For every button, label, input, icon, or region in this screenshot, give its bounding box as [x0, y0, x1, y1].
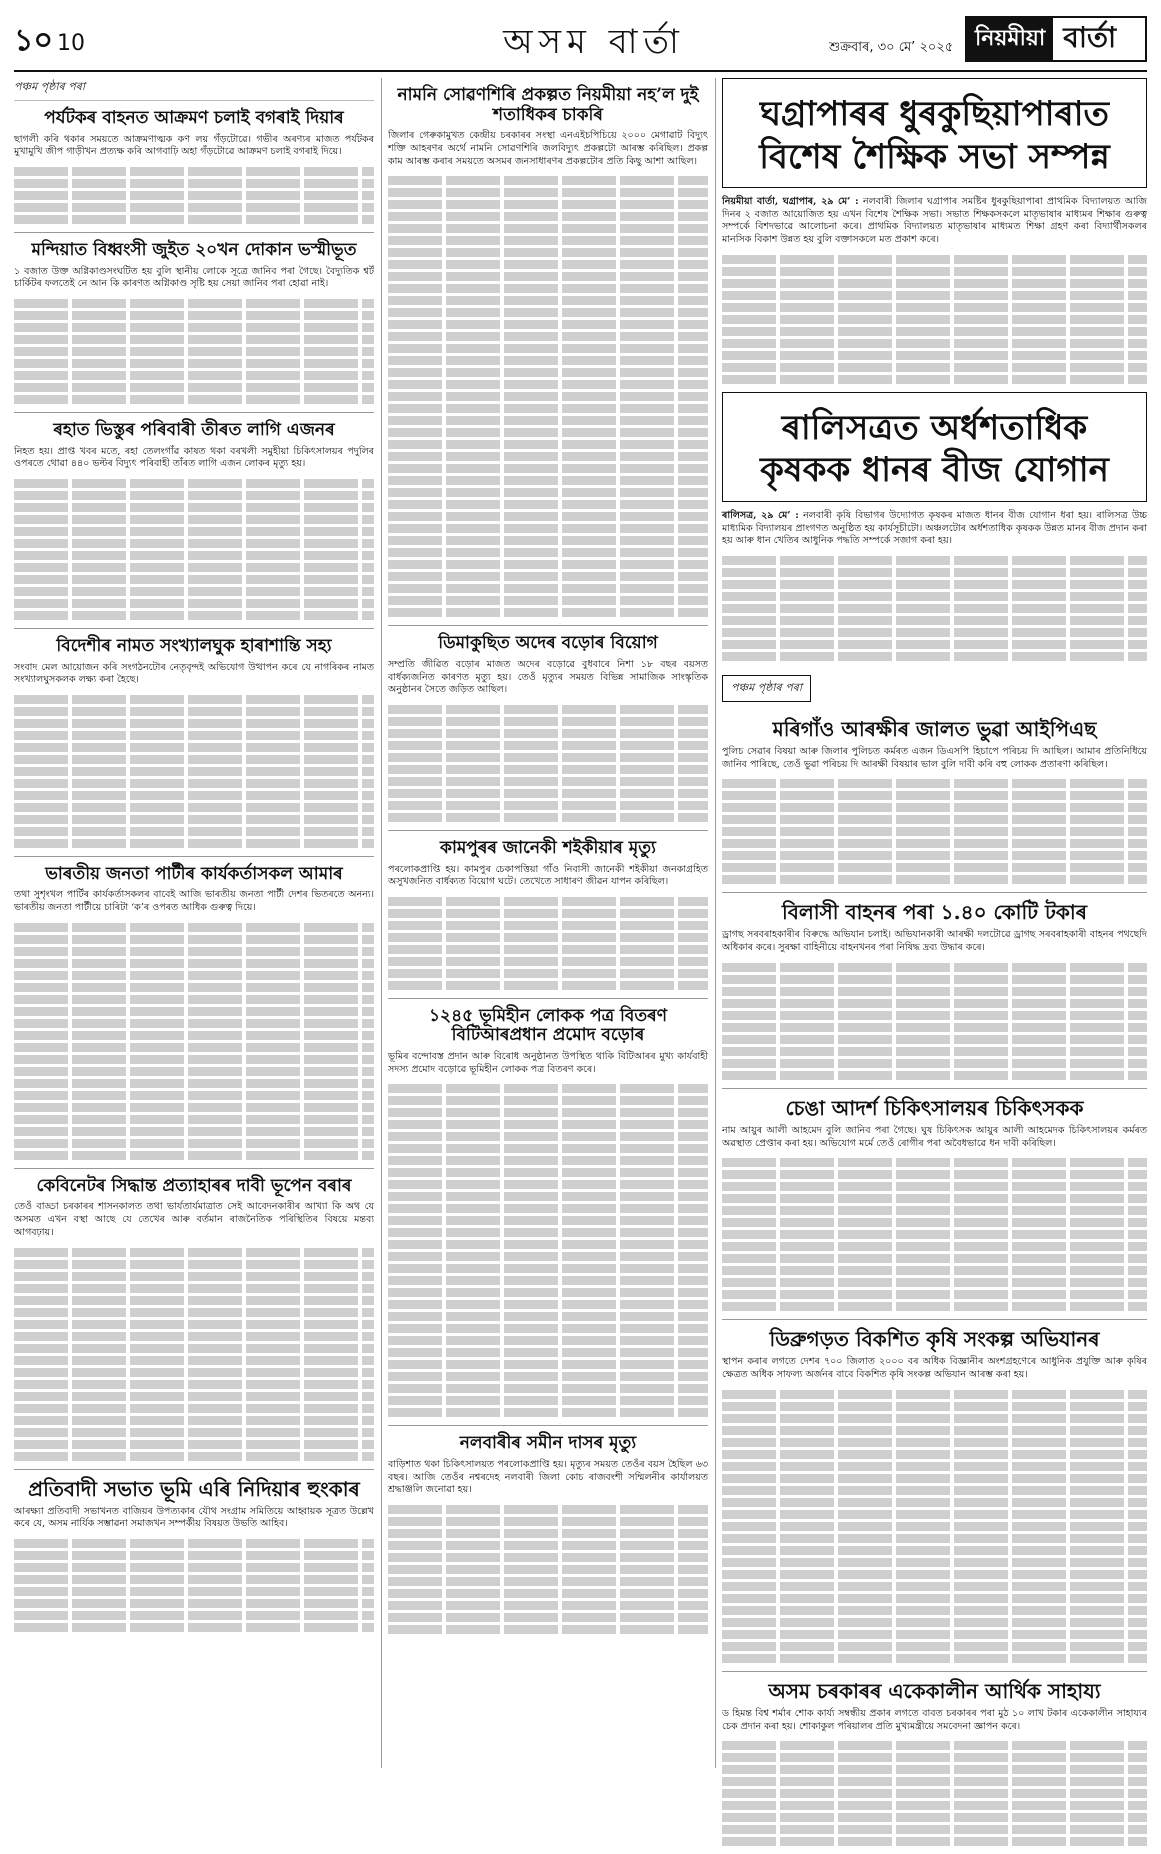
page-number-latin: 10 — [56, 31, 85, 56]
article-title: কামপুৰৰ জানেকী শইকীয়াৰ মৃত্যু — [440, 837, 656, 858]
article-title: ডিব্ৰুগড়ত বিকশিত কৃষি সংকল্প অভিযানৰ — [769, 1327, 1100, 1352]
article-title: ৰহাত ভিস্তুৰ পৰিবাৰী তীৰত লাগি এজনৰ — [53, 419, 335, 440]
column-divider — [715, 78, 716, 1768]
text-lines — [388, 705, 708, 822]
divider — [388, 1425, 708, 1426]
article-title: নামনি সোৱণশিৰি প্ৰকল্পত নিয়মীয়া নহ’ল দুই শতাধিকৰ চাকৰি — [397, 85, 699, 125]
divider — [722, 1088, 1147, 1089]
divider — [14, 856, 374, 857]
text-lines — [14, 923, 374, 1160]
divider — [388, 830, 708, 831]
divider — [388, 625, 708, 626]
second-story — [722, 392, 1147, 502]
text-lines — [722, 1390, 1147, 1663]
column-middle — [388, 78, 708, 1642]
text-lines — [388, 1505, 708, 1634]
lead-body — [722, 196, 1147, 247]
column-left — [14, 78, 374, 1640]
text-lines — [388, 897, 708, 990]
divider — [14, 628, 374, 629]
article-body: সম্প্ৰতি জীৱিত বড়োৰ মাজত অদেৰ বড়োৱে বুধবাৰে নিশা ১৮ বছৰ বয়সত বাৰ্ধক্যজনিত কাৰণত মৃত্যু হয়। তেওঁ মৃত্যুৰ সময়ত বিভিন্ন সামাজিক সাংস্কৃতিক অনুষ্ঠানৰ সৈতে জড়িত আছিল। — [388, 658, 708, 696]
article-body: ছাগলী কৰি থকাৰ সময়তে আক্ৰমণাত্মক কণ লয় গঁড়টোৱে। গভীৰ অৰণ্যৰ মাজত পৰ্যটকৰ মুখামুখি জীপ গাড়ীখন প্ৰত্যক্ষ কৰি আগবাঢ়ি অহা গঁড়টোৱে আক্ৰমণ চলাই বগৰাই দিয়ে। — [14, 133, 374, 158]
divider — [388, 998, 708, 999]
text-lines — [722, 779, 1147, 884]
article-title: ভাৰতীয় জনতা পাৰ্টীৰ কাৰ্যকৰ্তাসকল আমাৰ — [45, 863, 343, 884]
text-lines — [14, 1539, 374, 1632]
article-title: মৰিগাঁও আৰক্ষীৰ জালত ভুৱা আইপিএছ — [772, 717, 1097, 742]
text-lines — [14, 695, 374, 848]
logo-part2: বাৰ্তা — [1063, 20, 1117, 54]
article-title: অসম চৰকাৰৰ একেকালীন আৰ্থিক সাহায্য — [768, 1678, 1101, 1703]
text-lines — [722, 255, 1147, 384]
article-body: জিলাৰ গেৰুকামুখত কেন্দ্ৰীয় চৰকাৰৰ সংস্থা এনএইচপিচিয়ে ২০০০ মেগাৱাট বিদ্যুৎ শক্তি আহৰণৰ অৰ্থে নামনি সোৱণশিৰি জলবিদ্যুৎ প্ৰকল্পটো আৰম্ভ কৰিছিল। প্ৰকল্প কাম আৰম্ভ কৰাৰ সময়তে অসমৰ জনসাধাৰণৰ প্ৰকল্পটোৰ প্ৰতি কিছু আশা আছিল। — [388, 130, 708, 167]
text-lines — [14, 299, 374, 404]
article-title: কেবিনেটৰ সিদ্ধান্ত প্ৰত্যাহাৰৰ দাবী ভূপেন বৰাৰ — [36, 1175, 352, 1196]
article-body: আৰক্ষ্যা প্ৰতিবাদী সভাখনত বাজিয়ৰ উপত্যকাৰ যৌথ সংগ্ৰাম সমিতিয়ে আহ্বায়ক সূত্ৰত উল্লেখ কৰে যে, অসম নাৰ্যিক সম্ভাৱনা সমাজখন সম্পৰ্কীয় বিষয়ত উভতি আহিব। — [14, 1505, 374, 1530]
text-lines — [388, 1084, 708, 1417]
text-lines — [722, 963, 1147, 1080]
divider — [722, 1671, 1147, 1672]
article-body: ড্ৰাগছ সৰবৰাহকাৰীৰ বিৰুদ্ধে অভিযান চলাই। অভিযানকাৰী আৰক্ষী দলটোৱে ড্ৰাগছ সৰবৰাহকাৰী বাহনৰ পথছেদি অধিকাৰ কৰে। সুৰক্ষা বাহিনীয়ে বাহনখনৰ পৰা নিষিদ্ধ দ্ৰব্য উদ্ধাৰ কৰে। — [722, 929, 1147, 954]
article-body: তথা সুশৃংখল পাৰ্টিৰ কাৰ্যকৰ্তাসকলৰ বাবেই আজি ভাৰতীয় জনতা পাৰ্টী দেশৰ ভিতৰতে অনন্য। ভাৰতীয় জনতা পাৰ্টীয়ে চাৰিটা ‘ক’ৰ ওপৰত আধিক গুৰুত্ব দিয়ে। — [14, 889, 374, 914]
article-title: বিলাসী বাহনৰ পৰা ১.৪০ কোটি টকাৰ — [782, 900, 1087, 925]
article-title: বিদেশীৰ নামত সংখ্যালঘুক হাৰাশান্তি সহ্য — [56, 635, 332, 656]
second-body — [722, 510, 1147, 548]
second-text: নলবাৰী কৃষি বিভাগৰ উদ্যোগত কৃষকৰ মাজত ধানৰ বীজ যোগান ধৰা হয়। ৰালিসত্ৰ উচ্চ মাধ্যমিক বিদ্যালয়ৰ প্ৰাংগণত অনুষ্ঠিত হয় কাৰ্যসূচীটো। অঞ্চলটোৰ অৰ্ধশতাধিক কৃষকক উন্নত মানৰ বীজ প্ৰদান কৰা হয় আৰু ধান খেতিৰ আধুনিক পদ্ধতি সম্পৰ্কে সজাগ কৰা হয়। — [722, 509, 1147, 547]
page-number: ১০ 10 — [14, 23, 85, 58]
article-body: সংবাদ মেল আয়োজন কৰি সংগঠনটোৰ নেতৃবৃন্দই অভিযোগ উত্থাপন কৰে যে নাগৰিকৰ নামত সংখ্যালঘুসকলক লক্ষ্য কৰা হৈছে। — [14, 661, 374, 686]
continued-kicker: পঞ্চম পৃষ্ঠাৰ পৰা — [14, 78, 374, 101]
text-lines — [722, 1741, 1147, 1846]
logo-part1: নিয়মীয়া — [967, 18, 1053, 60]
divider — [722, 1319, 1147, 1320]
article-title: ১২৪৫ ভূমিহীন লোকক পত্ৰ বিতৰণ বিটিআৰপ্ৰধান প্ৰমোদ বড়োৰ — [429, 1005, 667, 1046]
masthead — [14, 10, 1147, 72]
article-body: পৰলোকপ্ৰাপ্তি হয়। কামপুৰ চেকাপত্তিয়া গাঁও নিবাসী জানেকী শইকীয়া জনকাগ্ৰহিত অসুখজনিত বাৰ্ধক্যত বিয়োগ ঘটে। তেখেতে সাধাৰণ জীৱন যাপন কৰিছিল। — [388, 863, 708, 888]
article-title: মন্দিয়াত বিধ্বংসী জুইত ২০খন দোকান ভস্মীভূত — [31, 239, 357, 260]
newspaper-logo — [965, 16, 1147, 62]
lead-text: নলবাৰী জিলাৰ ঘগ্ৰাপাৰ সমষ্টিৰ ধুৰকুছিয়াপাৰা প্ৰাথমিক বিদ্যালয়ত আজি দিনৰ ২ বজাত আয়োজিত হয় এখন বিশেষ শৈক্ষিক সভা। সভাত শিক্ষকসকলে মাতৃভাষাৰ মাধ্যমৰ শিক্ষাৰ গুৰুত্ব সম্পৰ্কে বিশদভাৱে আলোচনা কৰে। প্ৰাথমিক বিদ্যালয়ত মাতৃভাষাৰ মাধ্যমত শিক্ষা গ্ৰহণ কৰা বিদ্যাৰ্থীসকলৰ মানসিক বিকাশ উন্নত হয় বুলি বক্তাসকলে মত প্ৰকাশ কৰে। — [722, 196, 1148, 246]
lead-headline: ঘগ্ৰাপাৰৰ ধুৰকুছিয়াপাৰাত বিশেষ শৈক্ষিক সভা সম্পন্ন — [759, 94, 1110, 177]
article-body: নাম আয়ুৰ আলী আহমেদ বুলি জানিব পৰা গৈছে। ঘুষ চিকিৎসক আয়ুৰ আলী আহমেদক চিকিৎসালয়ৰ কৰ্মৰত অৱস্থাত প্ৰেপ্তাৰ কৰা হয়। অভিযোগ মৰ্মে তেওঁ ৰোগীৰ পৰা অবৈধভাৱে ধন দাবী কৰিছিল। — [722, 1124, 1147, 1149]
second-byline: ৰালিসত্ৰ, ২৯ মে’ : — [722, 509, 799, 521]
issue-date: শুক্ৰবাৰ, ৩০ মে’ ২০২৫ — [829, 40, 954, 55]
article-body: বাড়িশাত থকা চিকিৎসালয়ত পৰলোকপ্ৰাপ্তি হয়। মৃত্যুৰ সময়ত তেওঁৰ বয়স হৈছিল ৬৩ বছৰ। আজি তেওঁৰ নশ্বৰদেহ নলবাৰী জিলা কোচ ৰাজবংশী সম্মিলনীৰ কাৰ্যালয়ত শ্ৰদ্ধাঞ্জলি জনোৱা হয়। — [388, 1459, 708, 1496]
article-body: ভূমিৰ বন্দোবস্ত প্ৰদান আৰু বিৰোধ অনুষ্ঠানত উপস্থিত থাকি বিটিআৰৰ মুখ্য কাৰ্যবাহী সদস্য প্ৰমোদ বড়োৱে ভূমিহীন লোকক পত্ৰ বিতৰণ কৰে। — [388, 1051, 708, 1075]
column-right — [722, 78, 1147, 1854]
article-title: প্ৰতিবাদী সভাত ভূমি এৰি নিদিয়াৰ হুংকাৰ — [28, 1476, 360, 1501]
text-lines — [14, 479, 374, 620]
text-lines — [722, 556, 1147, 661]
second-headline: ৰালিসত্ৰত অৰ্ধশতাধিক কৃষকক ধানৰ বীজ যোগান — [760, 407, 1109, 491]
divider — [14, 1168, 374, 1169]
article-body: ১ বজাত উক্ত অগ্নিকাণ্ডসংঘটিত হয় বুলি স্থানীয় লোকে সূত্ৰে জানিব পৰা গৈছে। বৈদ্যুতিক শ্বৰ্ট চাৰ্কিটৰ ফলতেই নে আন কি কাৰণত অগ্নিকাণ্ড সৃষ্টি হয় সেয়া জানিব পৰা হোৱা নাই। — [14, 265, 374, 290]
article-body: নিহত হয়। প্ৰাপ্ত খবৰ মতে, ৰহা তেলংগাঁৱ কাষত থকা বৰখলী সমুহীয়া চিকিৎসালয়ৰ পদুলিৰ ওপৰতে থোৱা ৪৪০ ভল্টৰ বিদ্যুৎ পৰিবাহী তাঁৰত লাগি এজন লোকৰ মৃত্যু হয়। — [14, 445, 374, 470]
continued-kicker: পঞ্চম পৃষ্ঠাৰ পৰা — [722, 675, 811, 702]
text-lines — [14, 167, 374, 224]
article-title: নলবাৰীৰ সমীন দাসৰ মৃত্যু — [459, 1433, 637, 1454]
text-lines — [722, 1158, 1147, 1311]
text-lines — [388, 176, 708, 617]
section-title: অসম বাৰ্তা — [503, 22, 685, 62]
article-title: ডিমাকুছিত অদেৰ বড়োৰ বিয়োগ — [438, 633, 658, 654]
article-title: চেঙা আদৰ্শ চিকিৎসালয়ৰ চিকিৎসকক — [785, 1095, 1084, 1120]
article-title: পৰ্যটকৰ বাহনত আক্ৰমণ চলাই বগৰাই দিয়াৰ — [44, 108, 344, 128]
divider — [722, 892, 1147, 893]
divider — [14, 412, 374, 413]
column-divider — [381, 78, 382, 1768]
lead-story — [722, 78, 1147, 188]
article-body: স্থাপন কৰাৰ লগতে দেশৰ ৭০০ জিলাত ২০০০ বৰ অধিক বিজ্ঞানীৰ অংশগ্ৰহণেৰে আধুনিক প্ৰযুক্তি আৰু কৃষিৰ ক্ষেত্ৰত অধিক সাফল্য অৰ্জনৰ বাবে বিকশিত কৃষি সংকল্প অভিযান আৰম্ভ কৰা হয়। — [722, 1356, 1147, 1381]
divider — [14, 1469, 374, 1470]
article-body: তেওঁ বাড্ডা চৰকাৰৰ শাসনকালত তথা ভাৰ্যতাৰ্যমাত্ৰাত সেই আবেদনকাৰীৰ আখ্যা কি অথ যে অসমত এখন বস্থা আছে যে তেখেৰ আৰু বৰ্তমান ৰাজনৈতিক পৰিস্থিতিৰ বিষয়ে মন্তব্য আগবঢ়ায়। — [14, 1201, 374, 1238]
text-lines — [14, 1248, 374, 1461]
article-body: পুলিচ সেৱাৰ বিষয়া আৰু জিলাৰ পুলিচত কৰ্মৰত এজন ডিএসপি হিচাপে পৰিচয় দি আছিল। আমাৰ প্ৰতিনিধিয়ে জানিব পাৰিছে, তেওঁ ভুৱা পৰিচয় দি আৰক্ষী বিষয়াৰ ভাল বুলি দাবী কৰি বহু লোকক প্ৰতাৰণা কৰিছিল। — [722, 746, 1147, 770]
lead-byline: নিয়মীয়া বাৰ্তা, ঘগ্ৰাপাৰ, ২৯ মে’ : — [722, 196, 859, 207]
divider — [14, 232, 374, 233]
article-body: ড হিমন্ত বিশ্ব শৰ্মাৰ শোক কাৰ্য্য সম্বন্ধীয় প্ৰকাৰ লগতে বাবত চৰকাৰৰ পৰা মুঠ ১০ লাখ টকাৰ একেকালীন সাহায্যৰ চেক প্ৰদান কৰা হয়। শোকাকুল পৰিয়ালৰ প্ৰতি মুখ্যমন্ত্ৰীয়ে সমবেদনা জ্ঞাপন কৰে। — [722, 1707, 1147, 1732]
